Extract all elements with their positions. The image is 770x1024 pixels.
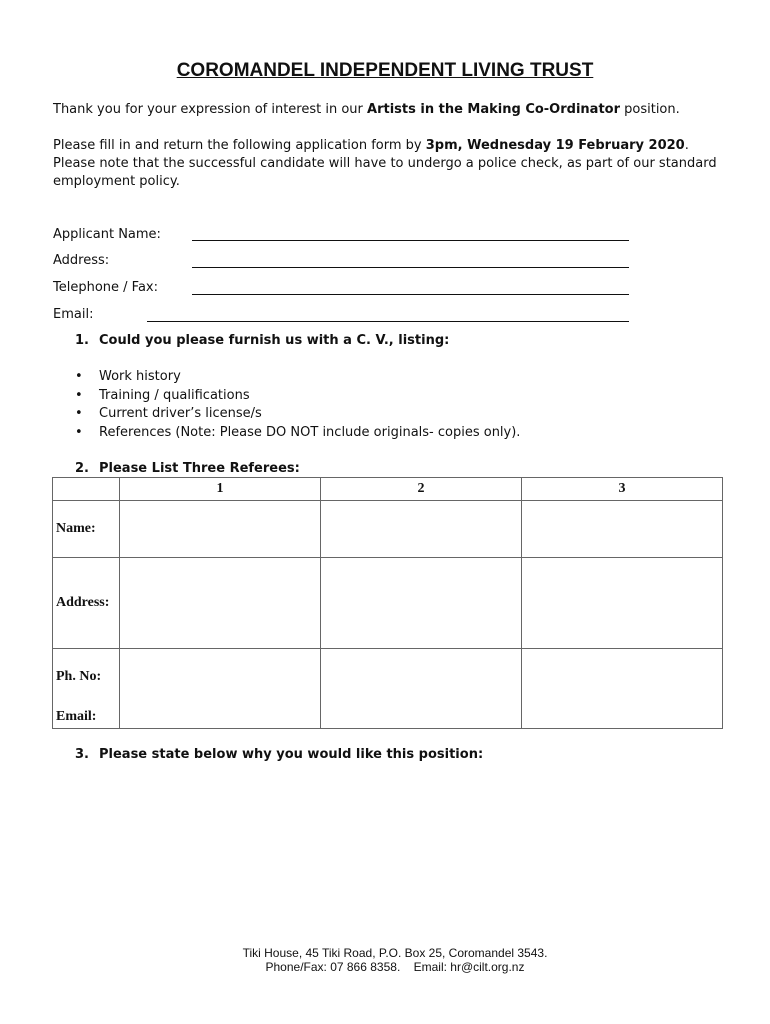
section-3-number: 3. (75, 747, 89, 762)
header-corner-cell (53, 478, 120, 501)
table-row (53, 501, 723, 558)
list-item-text: References (Note: Please DO NOT include originals- copies only). (99, 424, 521, 440)
police-check-note: Please note that the successful candidate will have to undergo a police check, as part of our standard employment policy. (53, 156, 717, 189)
list-item-text: Current driver’s license/s (99, 406, 262, 421)
telephone-fax-field[interactable] (192, 294, 629, 295)
section-2-text: Please List Three Referees: (99, 461, 300, 476)
name-row-label: Name: (53, 501, 120, 558)
column-header-3: 3 (522, 478, 723, 501)
email-label: Email: (53, 307, 94, 322)
footer-address: Tiki House, 45 Tiki Road, P.O. Box 25, Coromandel 3543. (242, 946, 548, 960)
footer-contact: Phone/Fax: 07 866 8358. Email: hr@cilt.org.nz (265, 960, 525, 974)
list-item (53, 387, 733, 406)
referee-2-name-cell[interactable] (321, 501, 522, 558)
email-row-label: Email: (56, 709, 97, 724)
list-item (53, 424, 733, 443)
referee-3-contact-cell[interactable] (522, 649, 723, 729)
referee-1-name-cell[interactable] (120, 501, 321, 558)
list-item (53, 368, 733, 387)
contact-row-label (53, 649, 120, 729)
deadline-date: 3pm, Wednesday 19 February 2020 (425, 138, 685, 153)
column-header-2: 2 (321, 478, 522, 501)
referees-table (52, 477, 723, 729)
bullet-icon: • (75, 406, 83, 421)
section-2-number: 2. (75, 461, 89, 476)
column-header-1: 1 (120, 478, 321, 501)
motivation-answer-area[interactable] (53, 770, 733, 930)
table-row (53, 558, 723, 649)
section-3-heading (75, 747, 483, 762)
section-1-text: Could you please furnish us with a C. V., listing: (99, 333, 450, 348)
referee-2-contact-cell[interactable] (321, 649, 522, 729)
deadline-text-end: . (684, 138, 689, 153)
section-2-heading (75, 461, 300, 476)
cv-requirements-list (53, 368, 733, 442)
telephone-fax-label: Telephone / Fax: (53, 280, 158, 295)
address-label: Address: (53, 253, 110, 268)
bullet-icon: • (75, 369, 83, 384)
applicant-name-label: Applicant Name: (53, 227, 161, 242)
referee-1-address-cell[interactable] (120, 558, 321, 649)
referee-3-name-cell[interactable] (522, 501, 723, 558)
intro-paragraph-2 (53, 137, 733, 191)
email-field[interactable] (147, 321, 629, 322)
table-row (53, 649, 723, 729)
list-item-text: Training / qualifications (99, 387, 250, 403)
bullet-icon: • (75, 424, 83, 440)
list-item (53, 405, 733, 424)
position-name: Artists in the Making Co-Ordinator (367, 102, 620, 117)
applicant-name-field[interactable] (192, 240, 629, 241)
section-1-heading (75, 333, 449, 348)
section-3-text: Please state below why you would like this position: (99, 747, 484, 762)
referee-1-contact-cell[interactable] (120, 649, 321, 729)
address-field[interactable] (192, 267, 629, 268)
address-row-label: Address: (53, 558, 120, 649)
table-header-row (53, 478, 723, 501)
bullet-icon: • (75, 387, 83, 403)
referee-3-address-cell[interactable] (522, 558, 723, 649)
deadline-text: Please fill in and return the following application form by (53, 138, 426, 153)
intro-paragraph-1 (53, 101, 733, 119)
section-1-number: 1. (75, 333, 89, 348)
intro-text-end: position. (620, 102, 680, 117)
deadline-line (53, 137, 733, 155)
document-title: COROMANDEL INDEPENDENT LIVING TRUST (176, 60, 594, 81)
intro-text: Thank you for your expression of interest in our (53, 102, 368, 117)
list-item-text: Work history (99, 369, 181, 384)
footer (0, 946, 770, 974)
referee-2-address-cell[interactable] (321, 558, 522, 649)
phone-row-label: Ph. No: (56, 669, 102, 684)
